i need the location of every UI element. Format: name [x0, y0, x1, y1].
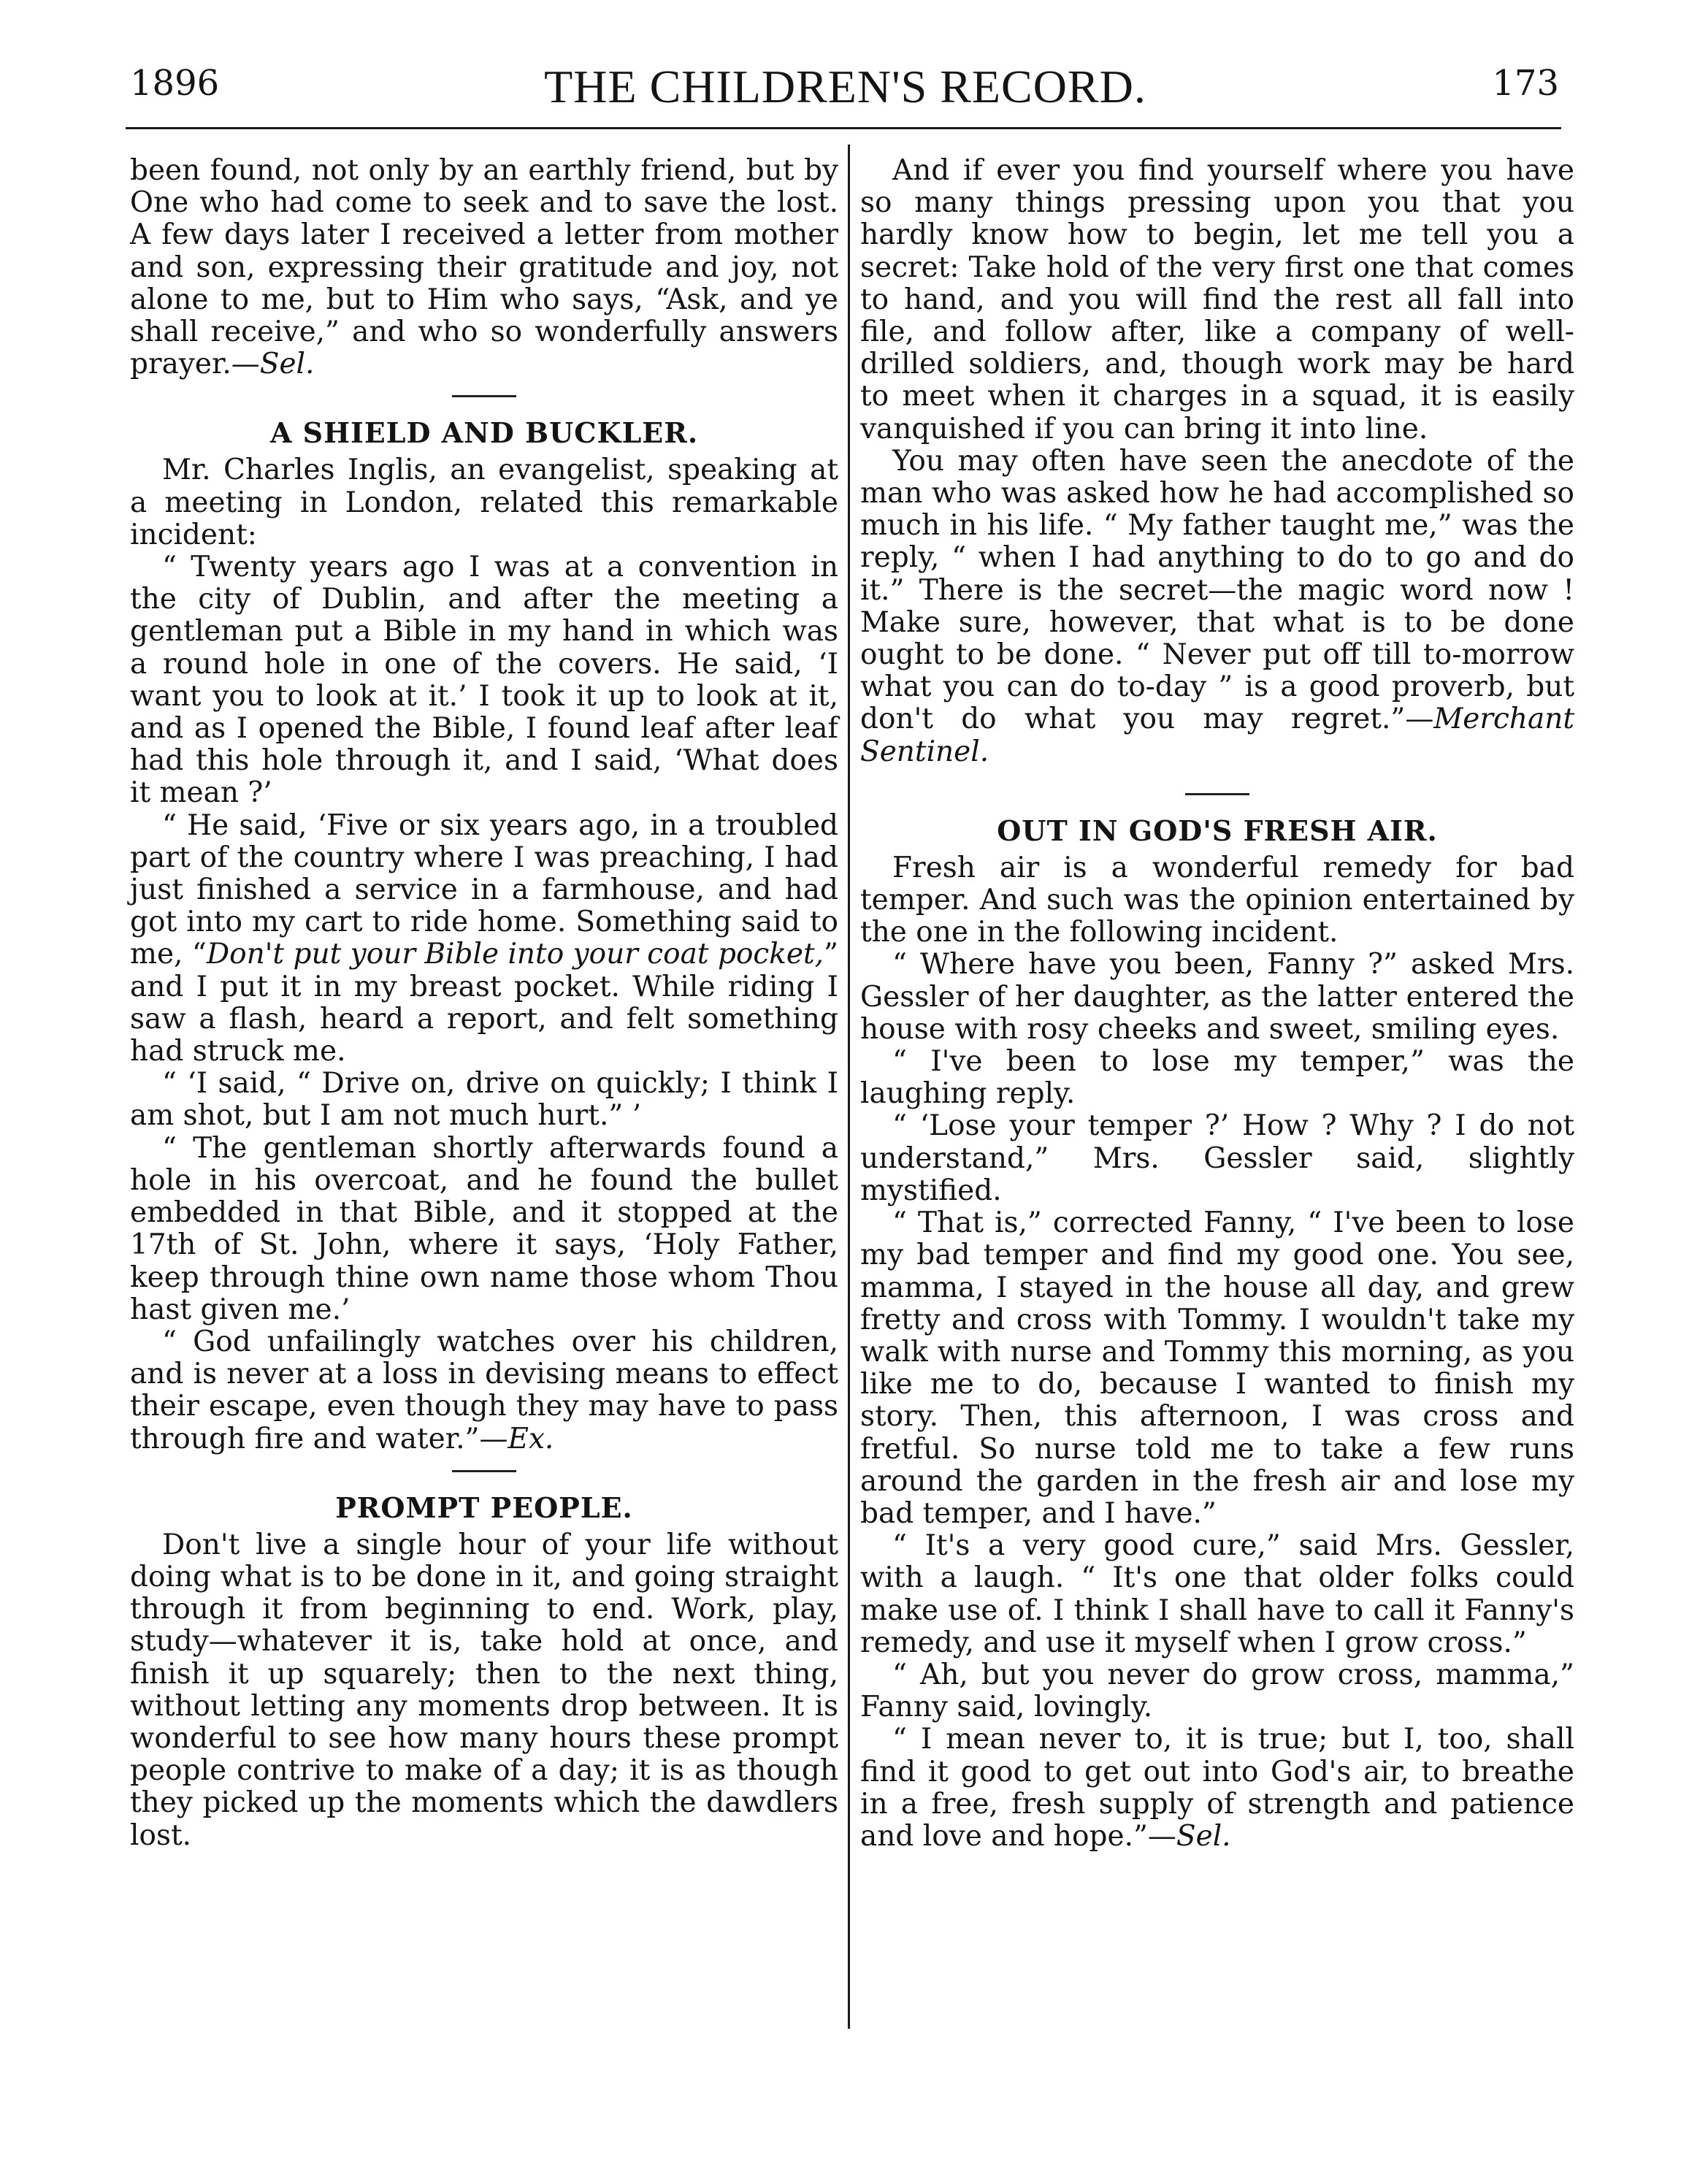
page-header [124, 60, 1566, 118]
shield-paragraph-5: “ The gentleman shortly afterwards found a hole in his overcoat, and he found the bullet embedded in that Bible, and it stopped at the 17th of St. John, where it says, ‘Holy Father, keep through thine own name those whom Thou hast given me.’ [130, 1131, 838, 1326]
header-title: THE CHILDREN'S RECORD. [544, 61, 1146, 112]
fresh-air-paragraph-3: “ I've been to lose my temper,” was the laughing reply. [860, 1045, 1574, 1111]
fresh-air-paragraph-2: “ Where have you been, Fanny ?” asked Mrs. Gessler of her daughter, as the latter entered the house with rosy cheeks and sweet, smiling eyes. [860, 948, 1574, 1046]
fresh-air-paragraph-4: “ ‘Lose your temper ?’ How ? Why ? I do not understand,” Mrs. Gessler said, slightly mystified. [860, 1109, 1574, 1207]
source-credit: Ex. [508, 1422, 554, 1455]
prompt-paragraph-3: You may often have seen the anecdote of the man who was asked how he had accomplished so much in his life. “ My father taught me,” was the reply, “ when I had anything to do to go and do it.” There is the secret—the magic word now ! Make sure, however, that what is to be done ought to be done. “ Never put off till to-morrow what you can do to-day ” is a good proverb, but don't do what you may regret.”—Merchant Sentinel. [860, 444, 1574, 768]
fresh-air-paragraph-6: “ It's a very good cure,” said Mrs. Gessler, with a laugh. “ It's one that older folks could make use of. I think I shall have to call it Fanny's remedy, and use it myself when I grow cross.” [860, 1529, 1574, 1659]
shield-paragraph-6: “ God unfailingly watches over his children, and is never at a loss in devising means to effect their escape, even though they may have to pass through fire and water.”—Ex. [130, 1325, 838, 1455]
column-divider [848, 145, 850, 2029]
fresh-air-paragraph-1: Fresh air is a wonderful remedy for bad temper. And such was the opinion entertained by the one in the following incident. [860, 851, 1574, 949]
fresh-air-paragraph-5: “ That is,” corrected Fanny, “ I've been to lose my bad temper and find my good one. You see, mamma, I stayed in the house all day, and grew fretty and cross with Tommy. I wouldn't take my walk with nurse and Tommy this morning, as you like me to do, because I wanted to finish my story. Then, this afternoon, I was cross and fretful. So nurse told me to take a few runs around the garden in the fresh air and lose my bad temper, and I have.” [860, 1206, 1574, 1530]
article-heading-fresh-air: OUT IN GOD'S FRESH AIR. [997, 814, 1438, 847]
prompt-paragraph-2: And if ever you find yourself where you have so many things pressing upon you that you hardly know how to begin, let me tell you a secret: Take hold of the very first one that comes to hand, and you will find the rest all fall into file, and follow after, like a company of well-drilled soldiers, and, though work may be hard to meet when it charges in a squad, it is easily vanquished if you can bring it into line. [860, 154, 1574, 445]
shield-paragraph-3: “ He said, ‘Five or six years ago, in a troubled part of the country where I was preaching, I had just finished a service in a farmhouse, and had got into my cart to ride home. Something said to me, “Don't put your Bible into your coat pocket,” and I put it in my breast pocket. While riding I saw a flash, heard a report, and felt something had struck me. [130, 808, 838, 1068]
continued-paragraph: been found, not only by an earthly friend, but by One who had come to seek and to save the lost. A few days later I received a letter from mother and son, expressing their gratitude and joy, not alone to me, but to Him who says, “Ask, and ye shall receive,” and who so wonderfully answers prayer.—Sel. [130, 154, 838, 381]
article-heading-prompt: PROMPT PEOPLE. [335, 1491, 633, 1524]
source-credit: Sel. [259, 348, 315, 381]
italic-quote: Don't put your Bible into your coat pocket, [206, 938, 824, 971]
fresh-air-paragraph-8: “ I mean never to, it is true; but I, too, shall find it good to get out into God's air, to breathe in a free, fresh supply of strength and patience and love and hope.”—Sel. [860, 1723, 1574, 1853]
page-number: 173 [1492, 63, 1559, 104]
article-heading-shield: A SHIELD AND BUCKLER. [269, 416, 699, 450]
source-credit: Merchant Sentinel. [860, 703, 1574, 768]
shield-paragraph-1: Mr. Charles Inglis, an evangelist, speaking at a meeting in London, related this remarkable incident: [130, 454, 838, 551]
header-year: 1896 [130, 63, 220, 104]
left-column [130, 155, 838, 1852]
shield-paragraph-2: “ Twenty years ago I was at a convention in the city of Dublin, and after the meeting a gentleman put a Bible in my hand in which was a round hole in one of the covers. He said, ‘I want you to look at it.’ I took it up to look at it, and as I opened the Bible, I found leaf after leaf had this hole through it, and I said, ‘What does it mean ?’ [130, 551, 838, 810]
source-credit: Sel. [1176, 1819, 1231, 1853]
right-column [860, 155, 1574, 1853]
header-rule [126, 127, 1561, 129]
fresh-air-paragraph-7: “ Ah, but you never do grow cross, mamma,” Fanny said, lovingly. [860, 1658, 1574, 1724]
prompt-paragraph-1: Don't live a single hour of your life without doing what is to be done in it, and going straight through it from beginning to end. Work, play, study—whatever it is, take hold at once, and finish it up squarely; then to the next thing, without letting any moments drop between. It is wonderful to see how many hours these prompt people contrive to make of a day; it is as though they picked up the moments which the dawdlers lost. [130, 1528, 838, 1852]
shield-paragraph-4: “ ‘I said, “ Drive on, drive on quickly; I think I am shot, but I am not much hurt.” ’ [130, 1067, 838, 1133]
